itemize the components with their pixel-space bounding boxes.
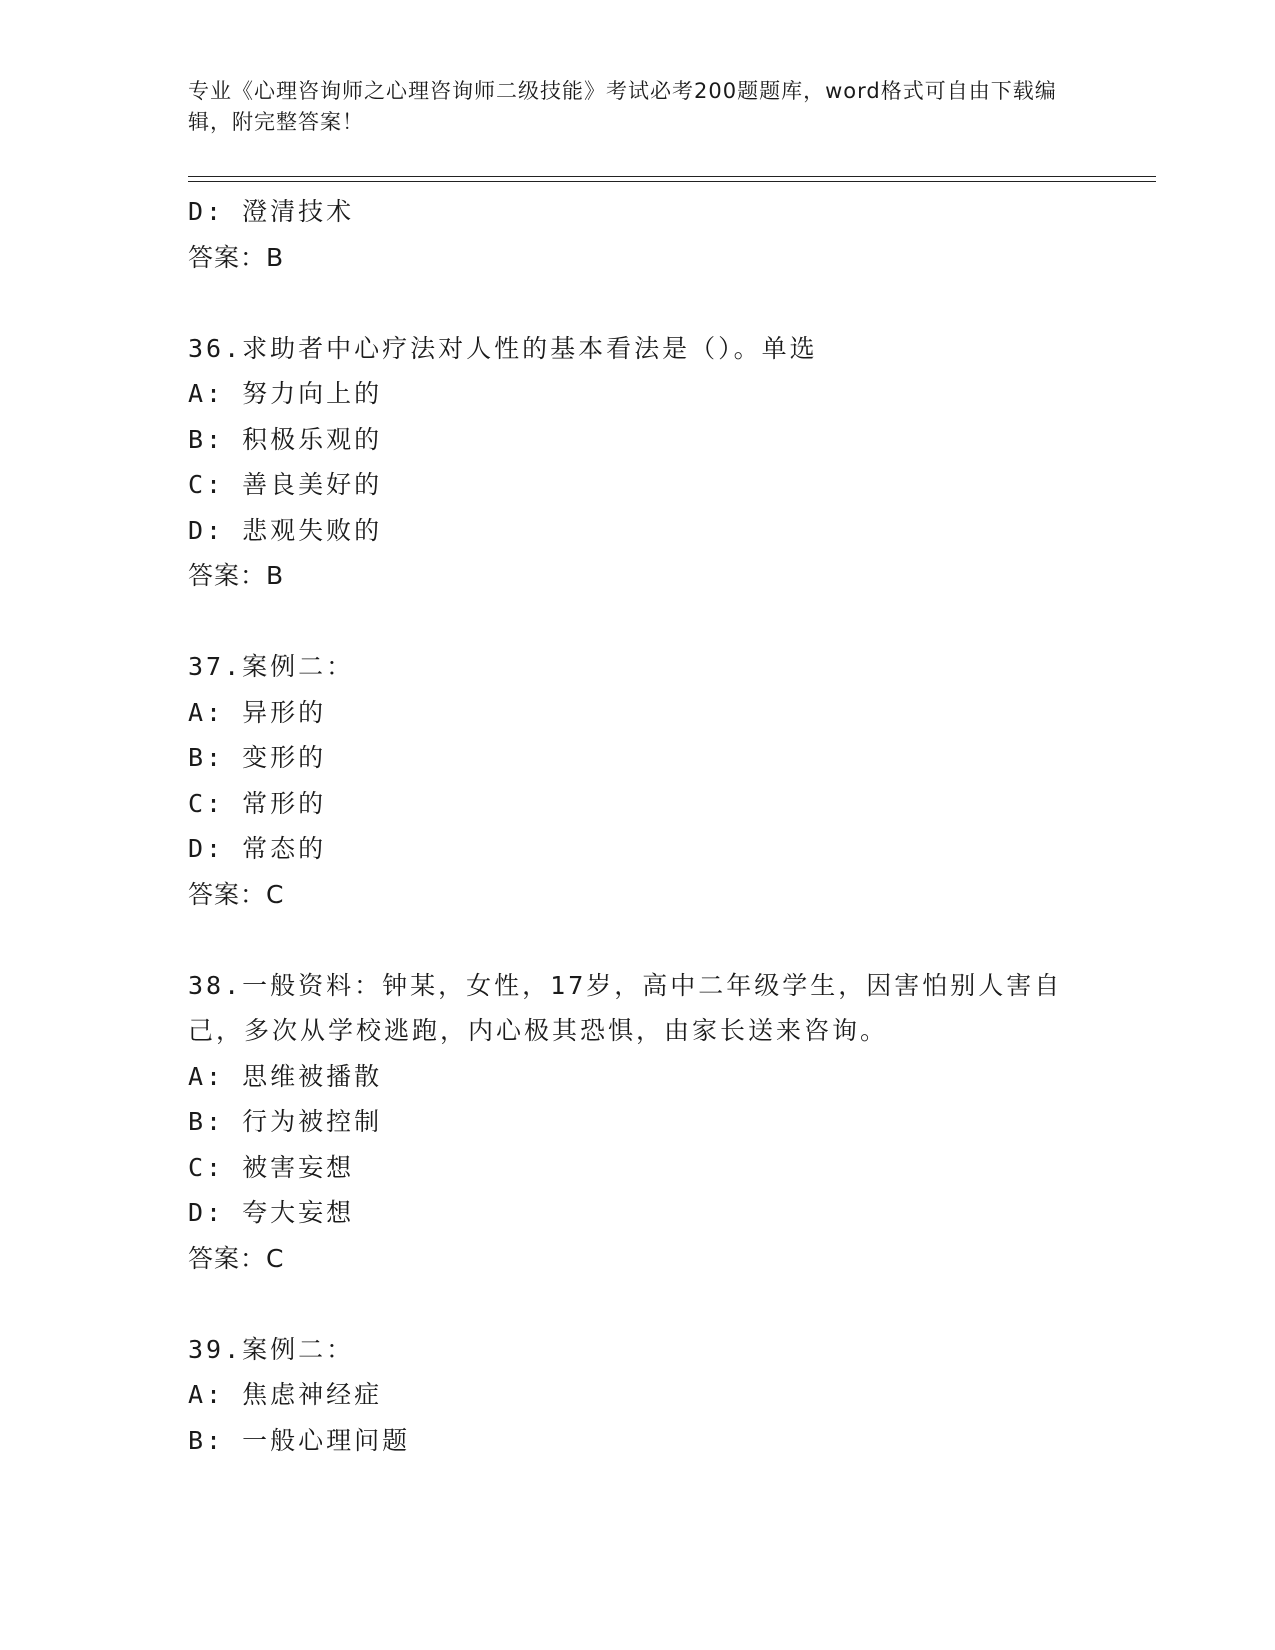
option-b: B: 变形的 — [188, 743, 327, 772]
question-text: 38.一般资料：钟某，女性，17岁，高中二年级学生，因害怕别人害自己，多次从学校逃跑，内心极其恐惧，由家长送来咨询。 — [188, 970, 1063, 1045]
option-a: A: 焦虑神经症 — [188, 1380, 383, 1409]
option-a: A: 异形的 — [188, 697, 327, 727]
option-d: D: 澄清技术 — [188, 197, 355, 226]
question-block-37 — [188, 644, 1088, 917]
question-block-36 — [188, 326, 1088, 599]
option-c: C: 被害妄想 — [188, 1152, 355, 1182]
option-d: D: 夸大妄想 — [188, 1198, 355, 1227]
question-block-38 — [188, 963, 1088, 1282]
option-c: C: 常形的 — [188, 788, 327, 818]
option-b: B: 行为被控制 — [188, 1107, 383, 1136]
question-text: 37.案例二： — [188, 652, 355, 681]
answer: 答案：B — [188, 561, 285, 590]
header-divider-bottom — [188, 181, 1156, 182]
option-a: A: 努力向上的 — [188, 379, 383, 408]
option-c: C: 善良美好的 — [188, 470, 383, 499]
option-a: A: 思维被播散 — [188, 1061, 383, 1091]
question-text: 36.求助者中心疗法对人性的基本看法是（）。单选 — [188, 333, 818, 363]
document-header: 专业《心理咨询师之心理咨询师二级技能》考试必考200题题库，word格式可自由下载编辑，附完整答案！ — [188, 79, 1057, 134]
header-divider-top — [188, 176, 1156, 177]
question-block-39 — [188, 1327, 1088, 1464]
answer: 答案：B — [188, 242, 285, 272]
answer: 答案：C — [188, 879, 285, 909]
option-d: D: 常态的 — [188, 834, 327, 863]
question-text: 39.案例二： — [188, 1334, 355, 1364]
option-b: B: 积极乐观的 — [188, 424, 383, 454]
question-list — [188, 189, 1088, 1463]
option-d: D: 悲观失败的 — [188, 515, 383, 545]
option-b: B: 一般心理问题 — [188, 1425, 411, 1455]
answer: 答案：C — [188, 1243, 285, 1273]
